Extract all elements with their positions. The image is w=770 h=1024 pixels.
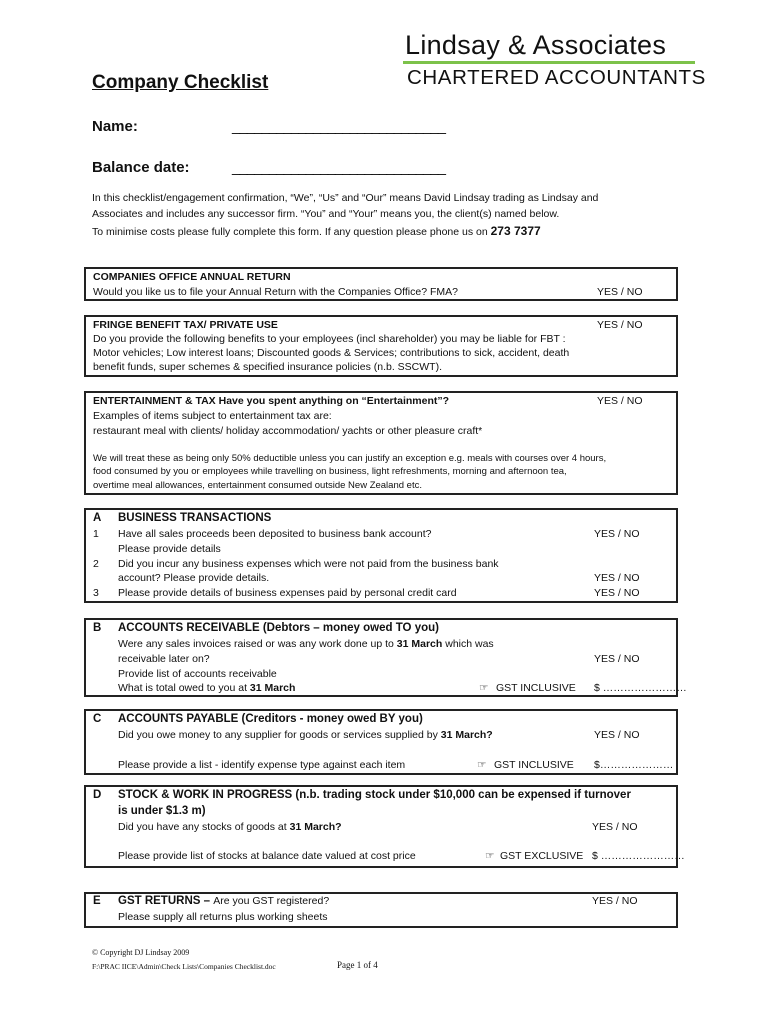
section-d-answer[interactable]: YES / NO (592, 821, 638, 833)
companies-office-question: Would you like us to file your Annual Return with the Companies Office? FMA? (93, 286, 458, 298)
section-e-line-2: Please supply all returns plus working sheets (118, 911, 328, 923)
file-path: F:\PRAC IICE\Admin\Check Lists\Companies Checklist.doc (92, 962, 276, 971)
section-b-line-3: Provide list of accounts receivable (118, 668, 277, 680)
section-c-gst-label: GST INCLUSIVE (494, 759, 574, 771)
section-e-heading: GST RETURNS – (118, 895, 214, 907)
entertainment-line-2: restaurant meal with clients/ holiday accommodation/ yachts or other pleasure craft* (93, 425, 483, 437)
section-b-date-2: 31 March (249, 682, 296, 694)
section-b-answer[interactable]: YES / NO (594, 653, 640, 665)
section-d-line-1-text: Did you have any stocks of goods at (118, 821, 290, 833)
section-a-letter: A (93, 512, 102, 524)
fbt-line-2: Motor vehicles; Low interest loans; Discounted goods & Services; contributions to sick, accident, death (93, 347, 570, 359)
section-a-heading: BUSINESS TRANSACTIONS (118, 512, 272, 524)
fbt-line-1: Do you provide the following benefits to your employees (incl shareholder) you may be liable for FBT : (93, 333, 566, 345)
section-b-heading: ACCOUNTS RECEIVABLE (Debtors – money owed TO you) (118, 622, 439, 634)
companies-office-heading: COMPANIES OFFICE ANNUAL RETURN (93, 271, 291, 283)
section-b-letter: B (93, 622, 102, 634)
fbt-section (84, 315, 678, 377)
section-c-letter: C (93, 713, 102, 725)
name-field[interactable]: _____________________________ (232, 118, 445, 135)
section-b-gst-label: GST INCLUSIVE (496, 682, 576, 694)
entertainment-answer[interactable]: YES / NO (597, 395, 643, 407)
section-b-line-1 (118, 638, 494, 650)
companies-office-answer[interactable]: YES / NO (597, 286, 643, 298)
section-d-line-2: Please provide list of stocks at balance date valued at cost price (118, 850, 416, 862)
page-number: Page 1 of 4 (337, 960, 378, 970)
section-a-answer-3[interactable]: YES / NO (594, 587, 640, 599)
section-e-heading-line (118, 895, 329, 907)
hand-pointer-icon: ☞ (485, 850, 495, 862)
section-e-answer[interactable]: YES / NO (592, 895, 638, 907)
section-d-letter: D (93, 789, 102, 801)
section-d-line-1 (118, 821, 342, 833)
section-c-line-2: Please provide a list - identify expense type against each item (118, 759, 406, 771)
section-b-line-4 (118, 682, 295, 694)
section-b-line-1-text: Were any sales invoices raised or was any work done up to (118, 638, 397, 650)
hand-pointer-icon: ☞ (477, 759, 487, 771)
section-a-num-2: 2 (93, 558, 99, 570)
section-a-num-3: 3 (93, 587, 99, 599)
section-c-answer[interactable]: YES / NO (594, 729, 640, 741)
section-b-line-2: receivable later on? (118, 653, 210, 665)
entertainment-heading: ENTERTAINMENT & TAX Have you spent anything on “Entertainment”? (93, 395, 450, 407)
section-b-accounts-receivable (84, 618, 687, 697)
intro-text (92, 190, 692, 240)
firm-logo-name: Lindsay & Associates (405, 30, 667, 60)
fbt-heading: FRINGE BENEFIT TAX/ PRIVATE USE (93, 319, 278, 331)
section-b-line-4-text: What is total owed to you at (118, 682, 250, 694)
section-c-line-1-text: Did you owe money to any supplier for goods or services supplied by (118, 729, 441, 741)
section-b-date: 31 March (396, 638, 443, 650)
section-a-business-transactions (84, 508, 678, 603)
section-d-gst-label: GST EXCLUSIVE (500, 850, 584, 862)
hand-pointer-icon: ☞ (479, 682, 489, 694)
entertainment-note-2: food consumed by you or employees while travelling on business, light refreshments, morning and afternoon tea, (93, 466, 567, 477)
section-e-gst-returns (84, 892, 678, 928)
section-a-question-1b: Please provide details (118, 543, 221, 555)
section-a-num-1: 1 (93, 528, 99, 540)
companies-office-section (84, 267, 678, 301)
section-a-question-3: Please provide details of business expenses paid by personal credit card (118, 587, 457, 599)
section-b-line-1-end: which was (442, 638, 494, 650)
intro-line-3 (92, 223, 692, 240)
section-a-question-2: Did you incur any business expenses which were not paid from the business bank (118, 558, 499, 570)
section-c-heading: ACCOUNTS PAYABLE (Creditors - money owed BY you) (118, 713, 423, 725)
logo-accent-bar (403, 61, 695, 64)
section-e-letter: E (93, 895, 101, 907)
entertainment-section (84, 391, 678, 495)
section-d-stock-wip (84, 785, 685, 868)
section-d-heading-1: STOCK & WORK IN PROGRESS (n.b. trading stock under $10,000 can be expensed if turnover (118, 789, 631, 801)
page-title: Company Checklist (92, 72, 269, 93)
section-d-amount-field[interactable]: $ …………………… (592, 850, 685, 862)
firm-logo-subtitle: CHARTERED ACCOUNTANTS (407, 66, 706, 89)
entertainment-note-3: overtime meal allowances, entertainment consumed outside New Zealand etc. (93, 480, 422, 491)
fbt-line-3: benefit funds, super schemes & specified insurance policies (n.b. SSCWT). (93, 361, 442, 373)
section-b-amount-field[interactable]: $ …………………… (594, 682, 687, 694)
section-a-question-2b: account? Please provide details. (118, 572, 270, 584)
balance-date-field[interactable]: _____________________________ (232, 159, 445, 176)
section-c-accounts-payable (84, 709, 678, 775)
fbt-answer[interactable]: YES / NO (597, 319, 643, 331)
intro-contact: To minimise costs please fully complete this form. If any question please phone us on (92, 226, 491, 238)
section-d-heading-2: is under $1.3 m) (118, 805, 206, 817)
section-a-answer-2[interactable]: YES / NO (594, 572, 640, 584)
section-a-answer-1[interactable]: YES / NO (594, 528, 640, 540)
intro-line-1: In this checklist/engagement confirmation, “We”, “Us” and “Our” means David Lindsay trading as Lindsay and (92, 192, 599, 204)
section-c-amount-field[interactable]: $………………… (594, 759, 674, 771)
copyright-notice: © Copyright DJ Lindsay 2009 (92, 948, 190, 957)
entertainment-note-1: We will treat these as being only 50% deductible unless you can justify an exception e.g. meals with courses over 4 hours, (93, 453, 607, 464)
section-e-question: Are you GST registered? (213, 895, 330, 907)
entertainment-line-1: Examples of items subject to entertainment tax are: (93, 410, 332, 422)
section-d-date: 31 March? (289, 821, 342, 833)
phone-number: 273 7377 (490, 224, 541, 238)
section-c-date: 31 March? (440, 729, 493, 741)
section-a-question-1: Have all sales proceeds been deposited to business bank account? (118, 528, 432, 540)
name-label: Name: (92, 118, 138, 135)
section-c-line-1 (118, 729, 493, 741)
intro-line-2: Associates and includes any successor firm. “You” and “Your” means you, the client(s) named below. (92, 208, 560, 220)
balance-date-label: Balance date: (92, 159, 190, 176)
